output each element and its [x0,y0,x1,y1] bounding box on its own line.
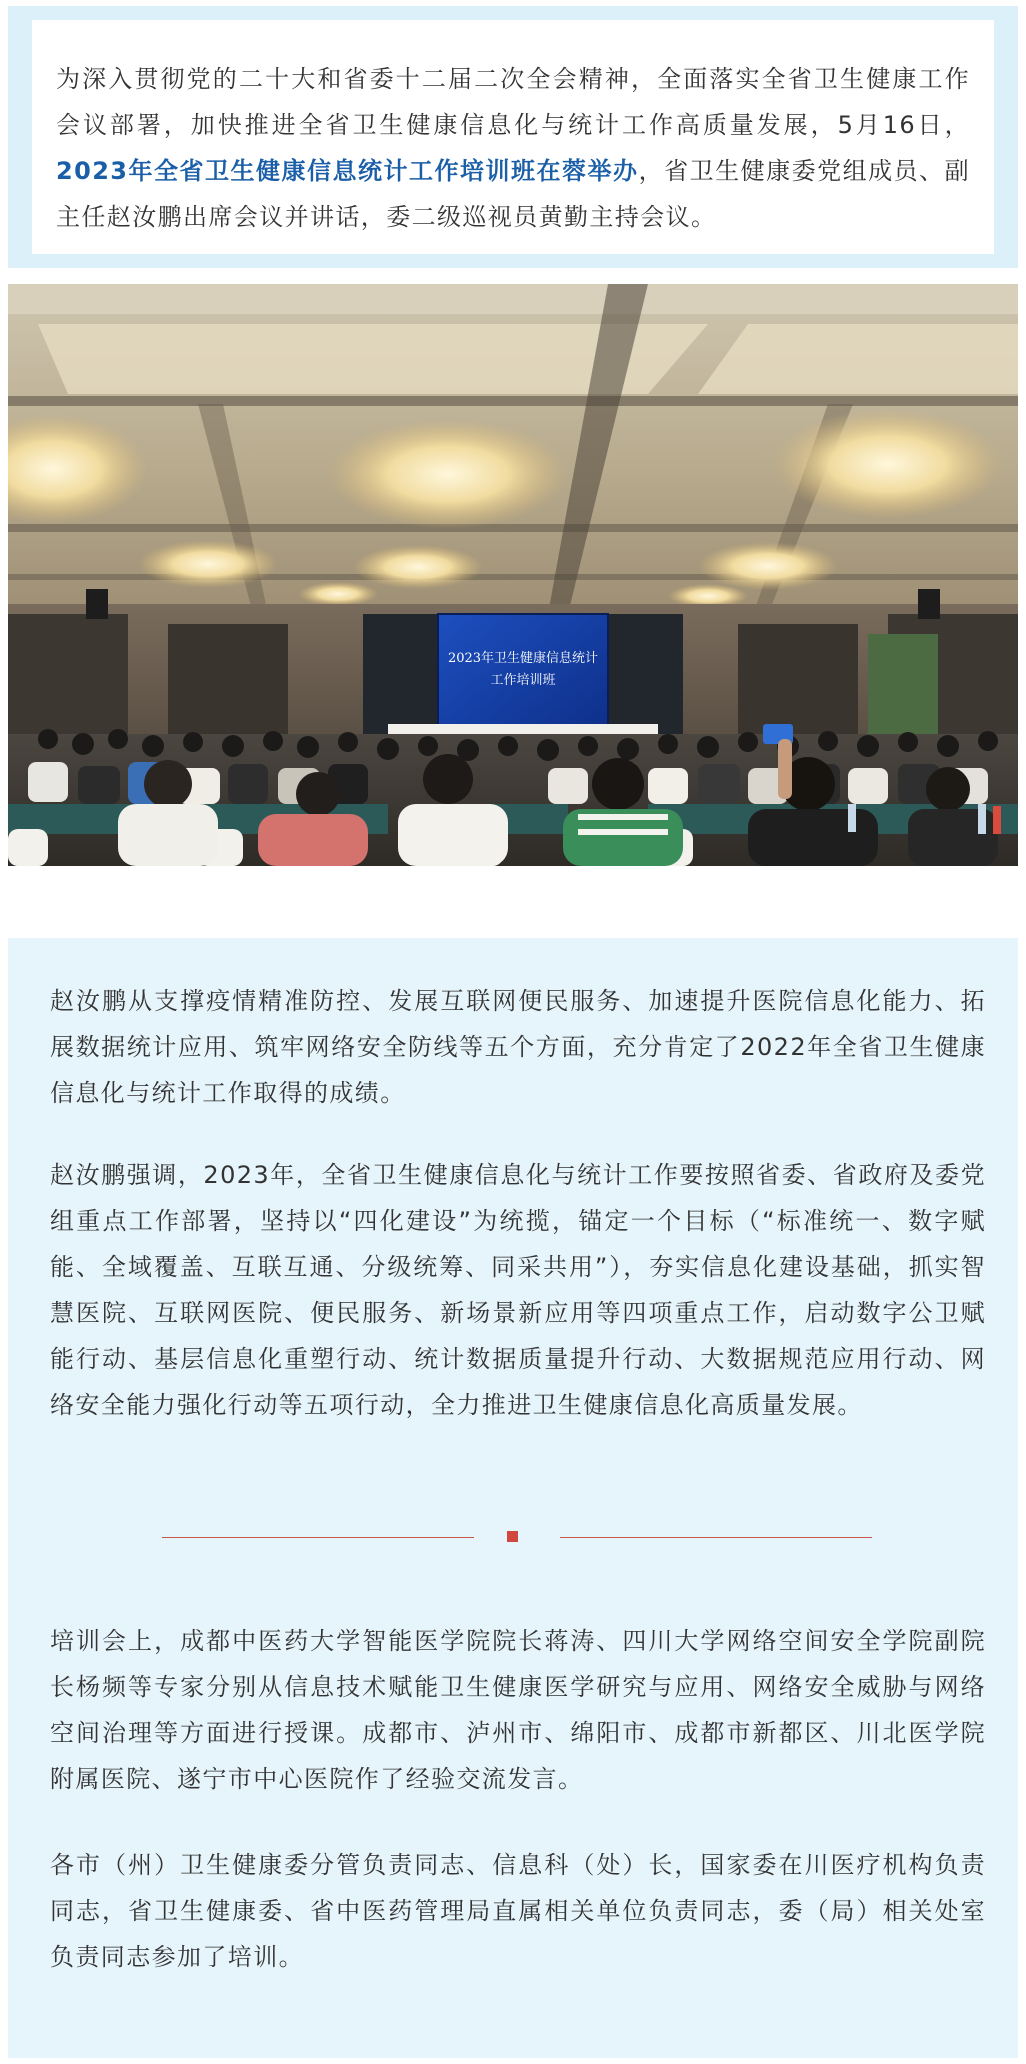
intro-frame [8,6,1018,268]
conference-photo [8,284,1018,866]
intro-paragraph [56,56,970,240]
screen-title-line1: 2023年卫生健康信息统计 [447,651,599,666]
paragraph-attendees: 各市（州）卫生健康委分管负责同志、信息科（处）长，国家委在川医疗机构负责同志，省卫生健康委、省中医药管理局直属相关单位负责同志，委（局）相关处室负责同志参加了培训。 [50,1851,986,1971]
intro-highlight-title: 2023年全省卫生健康信息统计工作培训班在蓉举办 [56,157,639,185]
divider-line-right [560,1537,872,1538]
paragraph-emphasis: 赵汝鹏强调，2023年，全省卫生健康信息化与统计工作要按照省委、省政府及委党组重点工作部署，坚持以“四化建设”为统揽，锚定一个目标（“标准统一、数字赋能、全域覆盖、互联互通、分级统筹、同采共用”），夯实信息化建设基础，抓实智慧医院、互联网医院、便民服务、新场景新应用等四项重点工作，启动数字公卫赋能行动、基层信息化重塑行动、统计数据质量提升行动、大数据规范应用行动、网络安全能力强化行动等五项行动，全力推进卫生健康信息化高质量发展。 [50,1161,986,1419]
intro-box [32,20,994,254]
intro-text-before: 为深入贯彻党的二十大和省委十二届二次全会精神，全面落实全省卫生健康工作会议部署，加快推进全省卫生健康信息化与统计工作高质量发展，5月16日， [56,65,970,139]
paragraph-achievements: 赵汝鹏从支撑疫情精准防控、发展互联网便民服务、加速提升医院信息化能力、拓展数据统计应用、筑牢网络安全防线等五个方面，充分肯定了2022年全省卫生健康信息化与统计工作取得的成绩。 [50,987,986,1107]
divider-dot [507,1531,518,1542]
screen-title-line2: 工作培训班 [490,673,556,688]
divider-line-left [162,1537,474,1538]
paragraph-training: 培训会上，成都中医药大学智能医学院院长蒋涛、四川大学网络空间安全学院副院长杨频等专家分别从信息技术赋能卫生健康医学研究与应用、网络安全威胁与网络空间治理等方面进行授课。成都市、泸州市、绵阳市、成都市新都区、川北医学院附属医院、遂宁市中心医院作了经验交流发言。 [50,1627,986,1793]
intro-text-after: ，省卫生健康委党组成员、副主任赵汝鹏出席会议并讲话，委二级巡视员黄勤主持会议。 [56,157,970,231]
article-body [8,938,1018,2058]
